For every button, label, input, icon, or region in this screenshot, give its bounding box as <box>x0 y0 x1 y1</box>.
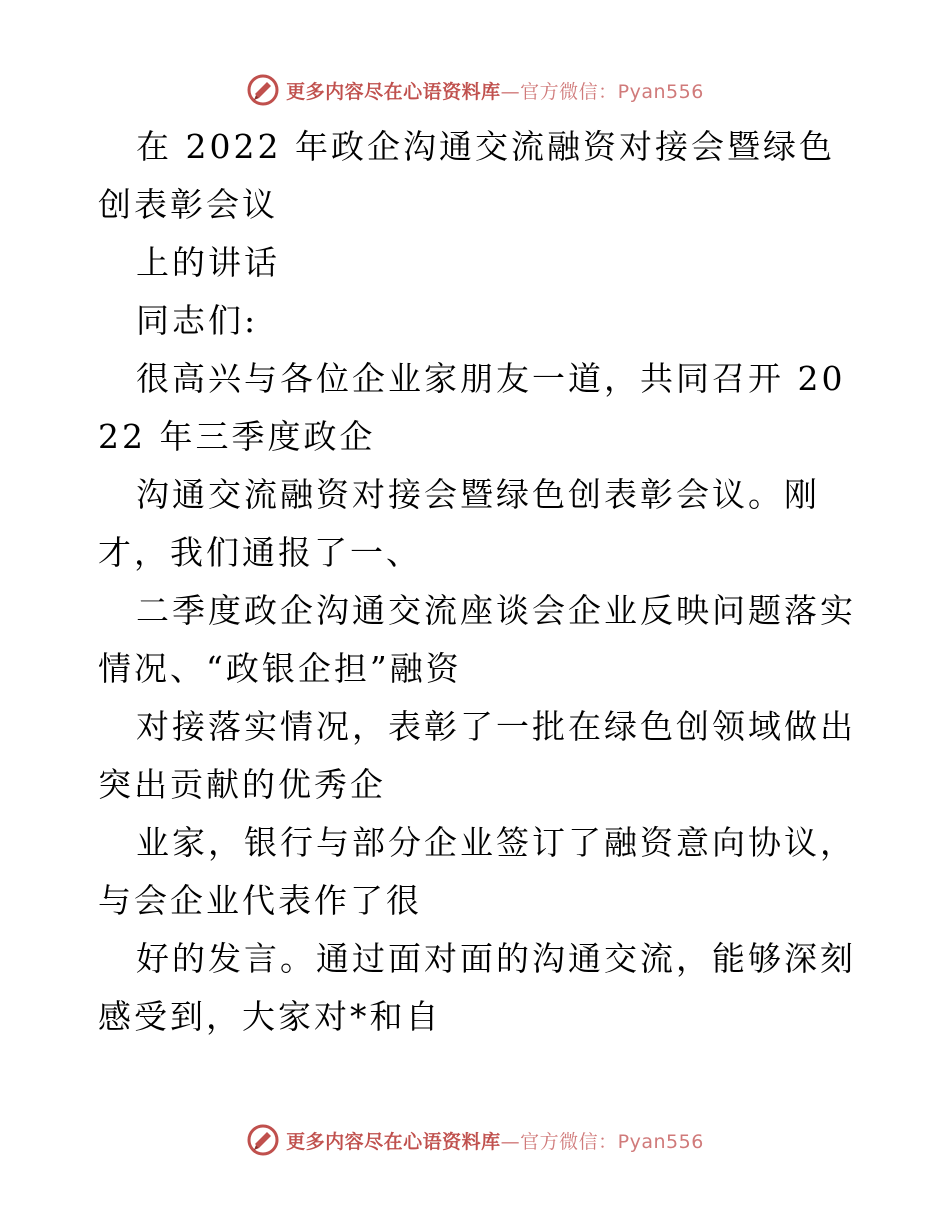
brand-logo-icon <box>246 1123 280 1157</box>
header-watermark-banner <box>0 70 950 110</box>
paragraph-body: 沟通交流融资对接会暨绿色创表彰会议。刚才，我们通报了一、 <box>98 475 820 572</box>
footer-watermark-banner <box>0 1120 950 1160</box>
paragraph-title-cont: 上的讲话 <box>136 243 280 282</box>
paragraph-body: 业家，银行与部分企业签订了融资意向协议，与会企业代表作了很 <box>98 823 856 920</box>
paragraph-body: 对接落实情况，表彰了一批在绿色创领域做出突出贡献的优秀企 <box>98 707 856 804</box>
paragraph-title: 在 2022 年政企沟通交流融资对接会暨绿色创表彰会议 <box>98 127 835 224</box>
watermark-text: 更多内容尽在心语资料库—官方微信：Pyan556 <box>286 80 704 103</box>
paragraph-salutation: 同志们: <box>136 301 259 340</box>
brand-logo-icon <box>246 73 280 107</box>
document-body <box>98 118 858 1046</box>
watermark-text: 更多内容尽在心语资料库—官方微信：Pyan556 <box>286 1130 704 1153</box>
paragraph-body: 很高兴与各位企业家朋友一道，共同召开 2022 年三季度政企 <box>98 359 846 456</box>
paragraph-body: 好的发言。通过面对面的沟通交流，能够深刻感受到，大家对*和自 <box>98 939 856 1036</box>
paragraph-body: 二季度政企沟通交流座谈会企业反映问题落实情况、“政银企担”融资 <box>98 591 856 688</box>
